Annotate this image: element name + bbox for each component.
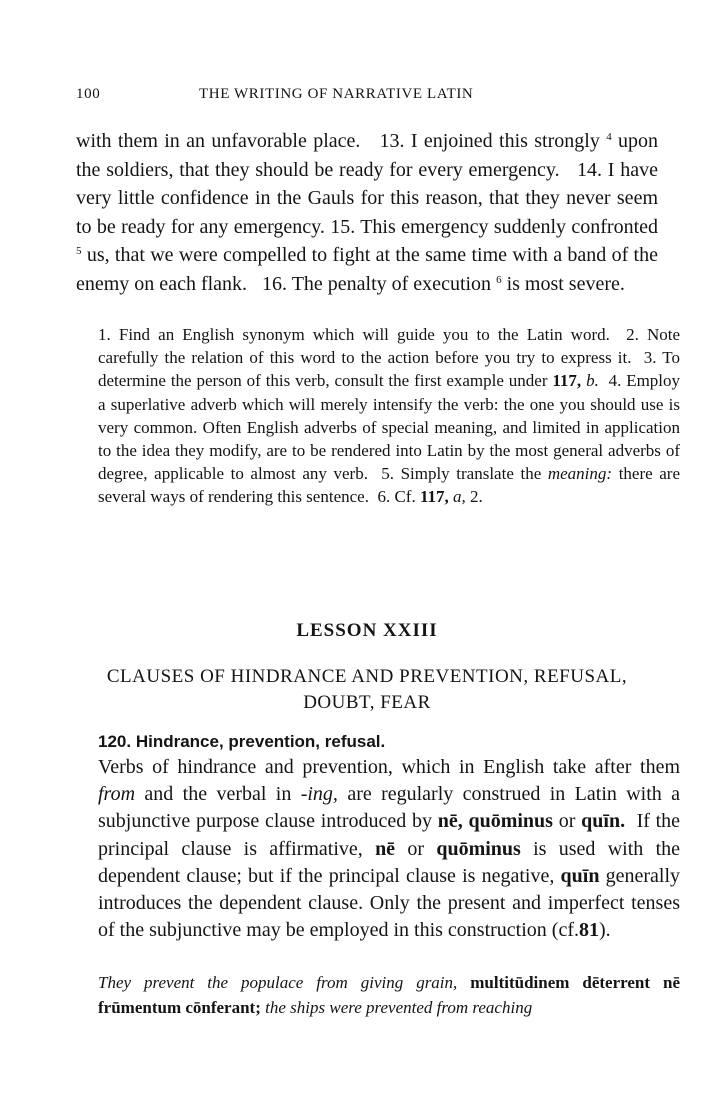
footnotes: [76, 323, 680, 509]
footnote-ref-6: 6: [496, 273, 502, 286]
sentence-13-text: I enjoined this strongly: [410, 130, 600, 152]
section-title: Hindrance, prevention, refusal.: [135, 732, 386, 751]
sentence-16-number: 16.: [262, 272, 288, 295]
latin-quin-2: quīn: [560, 864, 600, 887]
note-5-italic: meaning:: [547, 464, 613, 484]
example-english-1: They prevent the populace from giving grain,: [98, 973, 458, 992]
para-text-1: Verbs of hindrance and prevention, which in English take after them: [98, 756, 680, 778]
sentence-16-text: The penalty of execution: [291, 272, 492, 295]
para-or-2: or: [407, 837, 425, 860]
latin-quominus: quōminus: [468, 810, 553, 833]
section-ref-81: 81: [579, 919, 599, 942]
example-latin-1: multitūdinem dēterrent nē frūmentum cōnferant;: [98, 973, 680, 1017]
latin-ne: nē,: [437, 810, 463, 833]
note-6-text: Cf.: [394, 487, 416, 507]
note-1-text: Find an English synonym which will guide you to the Latin word.: [118, 325, 610, 344]
example-sentence: [76, 970, 680, 1020]
sentence-15-text: This emergency suddenly confronted: [360, 215, 659, 238]
note-5-rest: there are several ways of rendering this sentence.: [98, 464, 681, 507]
lesson-subtitle: [76, 664, 658, 716]
lesson-subtitle-line-1: CLAUSES OF HINDRANCE AND PREVENTION, REFUSAL,: [106, 666, 628, 687]
note-4-text: Employ a superlative adverb which will merely intensify the verb: the one you should use is very common. Often English adverbs of special meaning, and limited in application to the idea they modify, are to be rendered into Latin by the most general adverbs of degree, applicable to almost any verb.: [98, 371, 681, 484]
sentence-13-number: 13.: [379, 130, 405, 152]
latin-quin: quīn.: [581, 810, 626, 833]
page-number: 100: [76, 86, 101, 102]
sentence-13-continuation: upon the soldiers, that they should be ready for every emergency.: [76, 130, 659, 181]
lesson-title: LESSON XXIII: [296, 620, 438, 641]
para-text-3: are regularly construed in Latin with a subjunctive purpose clause introduced by: [98, 783, 681, 833]
note-2-number: 2.: [626, 325, 639, 344]
example-english-2: the ships were prevented from reaching: [265, 998, 533, 1017]
section-number: 120.: [98, 732, 132, 751]
para-italic-from: from: [98, 783, 136, 806]
section-heading: [98, 732, 385, 752]
para-italic-ing: -ing,: [300, 783, 338, 806]
footnote-ref-5: 5: [76, 245, 82, 258]
note-3-number: 3.: [643, 348, 657, 368]
note-6-end: 2.: [470, 487, 483, 507]
para-or-1: or: [558, 810, 576, 833]
note-6-number: 6.: [377, 487, 391, 507]
lesson-subtitle-line-2: DOUBT, FEAR: [303, 692, 431, 713]
note-1-number: 1.: [98, 325, 111, 344]
page-header: [76, 86, 658, 110]
note-6-ref: 117,: [419, 487, 449, 507]
note-3-ref: 117,: [552, 371, 582, 391]
note-5-number: 5.: [381, 464, 394, 484]
latin-ne-2: nē: [375, 837, 396, 860]
exercise-sentences: [76, 127, 658, 299]
sentence-12-end: with them in an unfavorable place.: [76, 130, 361, 152]
note-6-sub: a,: [453, 487, 466, 507]
para-text-4: If the principal clause is affirmative,: [98, 810, 681, 860]
note-4-number: 4.: [608, 371, 622, 391]
note-5-text: Simply translate the: [400, 464, 542, 484]
para-text-6: generally introduces the dependent clause. Only the present and imperfect tenses of the subjunctive may be employed in this construction (cf.: [98, 864, 681, 942]
para-text-5: is used with the dependent clause; but if the principal clause is negative,: [98, 837, 681, 887]
note-3-text: To determine the person of this verb, consult the first example under: [98, 348, 680, 391]
note-3-sub: b.: [586, 371, 599, 391]
para-text-7: ).: [599, 919, 611, 942]
sentence-16-continuation: is most severe.: [506, 272, 625, 295]
sentence-14-text: I have very little confidence in the Gauls for this reason, that they never seem to be ready for any emergency.: [76, 158, 659, 238]
footnote-ref-4: 4: [606, 131, 612, 143]
sentence-14-number: 14.: [577, 158, 602, 181]
para-text-2: and the verbal in: [144, 783, 292, 806]
sentence-15-continuation: us, that we were compelled to fight at the same time with a band of the enemy on each flank.: [76, 244, 658, 295]
section-paragraph: [76, 754, 680, 944]
sentence-15-number: 15.: [330, 215, 356, 238]
note-2-text: Note carefully the relation of this word to the action before you try to express it.: [98, 325, 681, 368]
latin-quominus-2: quōminus: [436, 837, 521, 860]
running-head: THE WRITING OF NARRATIVE LATIN: [199, 86, 474, 102]
